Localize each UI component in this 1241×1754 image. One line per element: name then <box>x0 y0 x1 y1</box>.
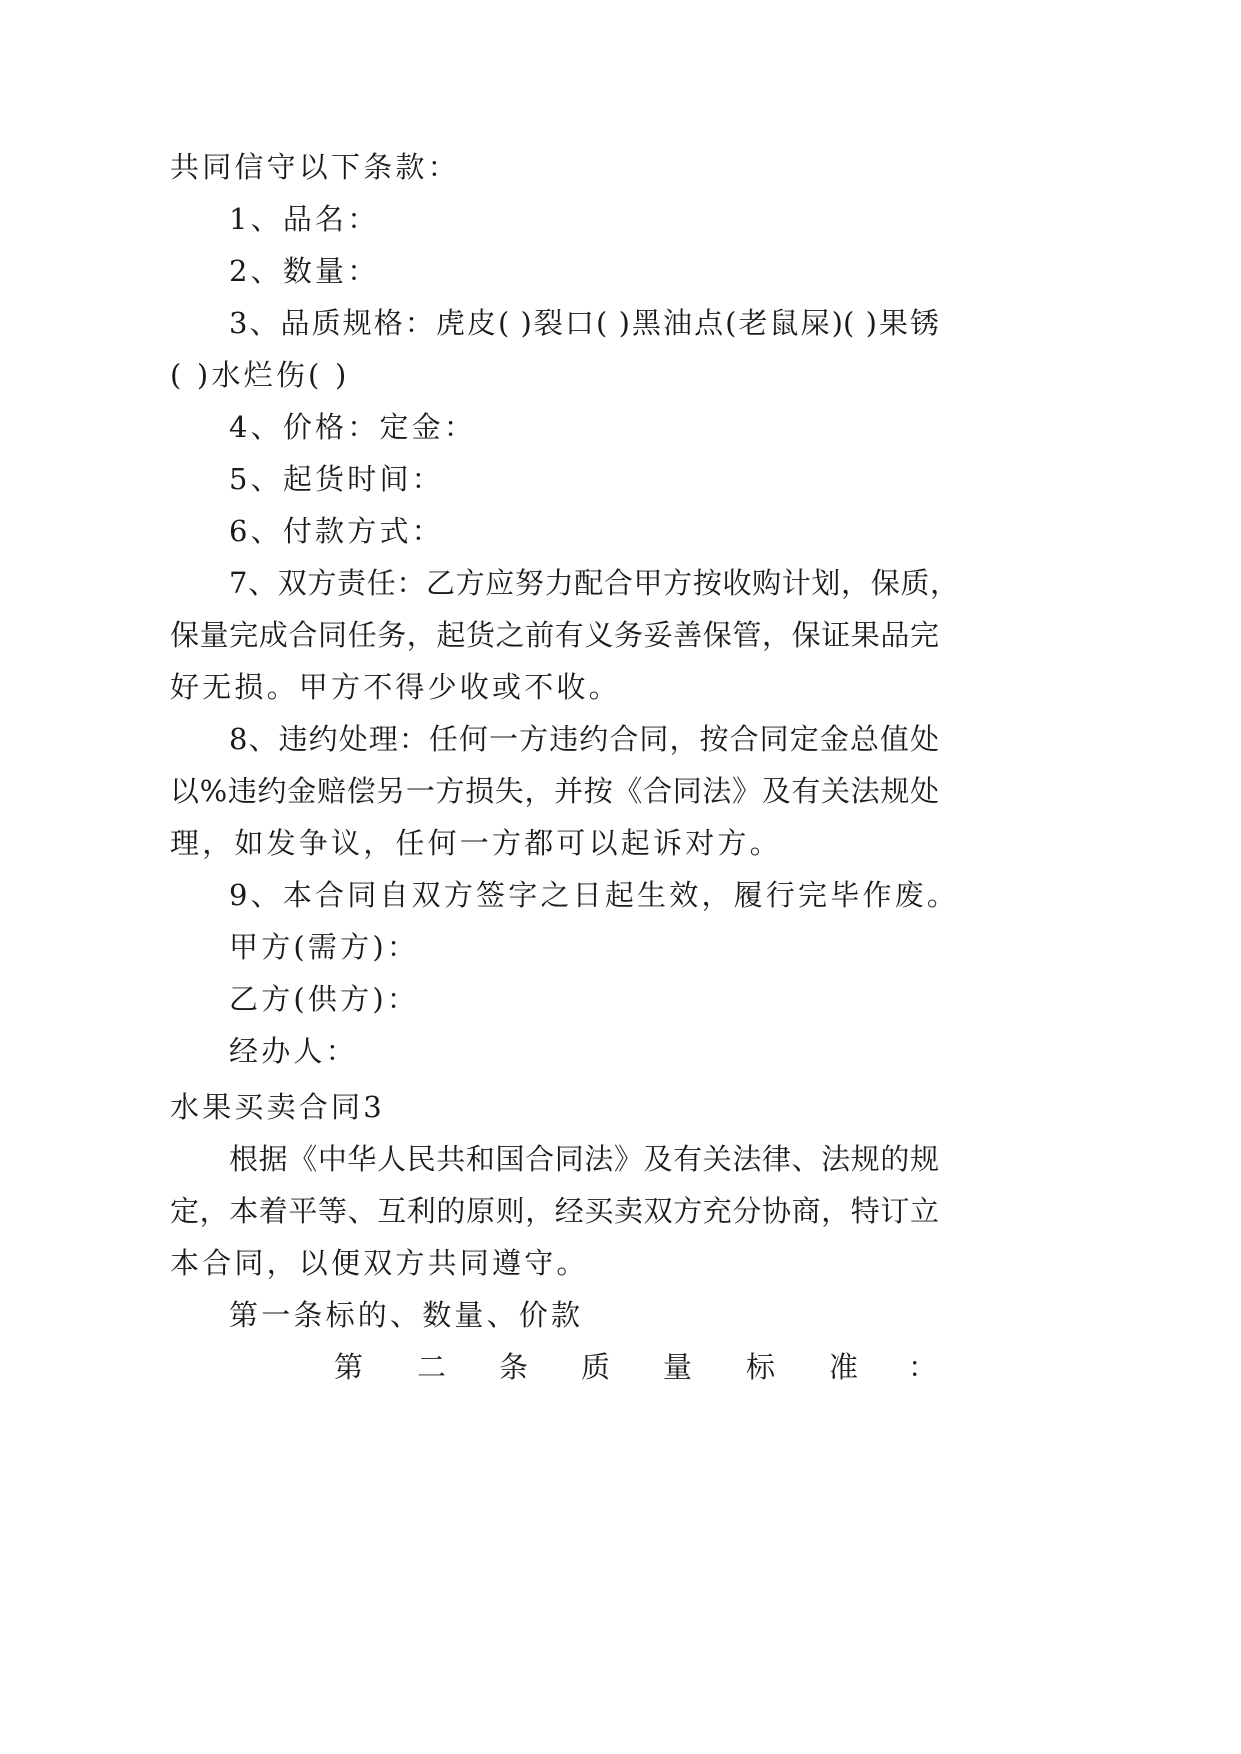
handler-label: 经办人： <box>229 1034 358 1068</box>
clause-7-cont-1: 保量完成合同任务，起货之前有义务妥善保管，保证果品完 <box>170 618 939 652</box>
article-2-char: 准 <box>829 1350 859 1384</box>
article-1-heading: 第一条标的、数量、价款 <box>229 1298 584 1332</box>
clause-9: 9、本合同自双方签字之日起生效，履行完毕作废。 <box>229 878 960 912</box>
article-2-char: 质 <box>581 1350 611 1384</box>
clause-8-cont-1: 以%违约金赔偿另一方损失，并按《合同法》及有关法规处 <box>170 774 939 808</box>
section-title: 水果买卖合同3 <box>170 1090 385 1124</box>
article-2-char: 量 <box>663 1350 693 1384</box>
party-b-label: 乙方(供方)： <box>229 982 420 1016</box>
article-2-heading <box>0 1349 1241 1389</box>
paragraph-line-2: 定，本着平等、互利的原则，经买卖双方充分协商，特订立 <box>170 1194 939 1228</box>
clause-3: 3、品质规格：虎皮( )裂口( )黑油点(老鼠屎)( )果锈 <box>229 306 939 340</box>
clause-7: 7、双方责任：乙方应努力配合甲方按收购计划，保质， <box>229 566 959 600</box>
article-2-char: ： <box>908 1350 938 1384</box>
article-2-char: 第 <box>334 1350 364 1384</box>
clause-8-cont-2: 理，如发争议，任何一方都可以起诉对方。 <box>170 826 782 860</box>
clause-4: 4、价格：定金： <box>229 410 477 444</box>
clause-8: 8、违约处理：任何一方违约合同，按合同定金总值处 <box>229 722 939 756</box>
clause-1: 1、品名： <box>229 202 380 236</box>
clause-6: 6、付款方式： <box>229 514 444 548</box>
clause-2: 2、数量： <box>229 254 380 288</box>
party-a-label: 甲方(需方)： <box>229 930 420 964</box>
paragraph-line-1: 根据《中华人民共和国合同法》及有关法律、法规的规 <box>229 1142 939 1176</box>
clause-3-cont: ( )水烂伤( ) <box>170 358 350 392</box>
clause-5: 5、起货时间： <box>229 462 444 496</box>
paragraph-line-3: 本合同，以便双方共同遵守。 <box>170 1246 589 1280</box>
article-2-char: 标 <box>746 1350 776 1384</box>
clause-7-cont-2: 好无损。甲方不得少收或不收。 <box>170 670 621 704</box>
article-2-char: 二 <box>417 1350 447 1384</box>
article-2-char: 条 <box>499 1350 529 1384</box>
intro-line: 共同信守以下条款： <box>170 150 460 184</box>
